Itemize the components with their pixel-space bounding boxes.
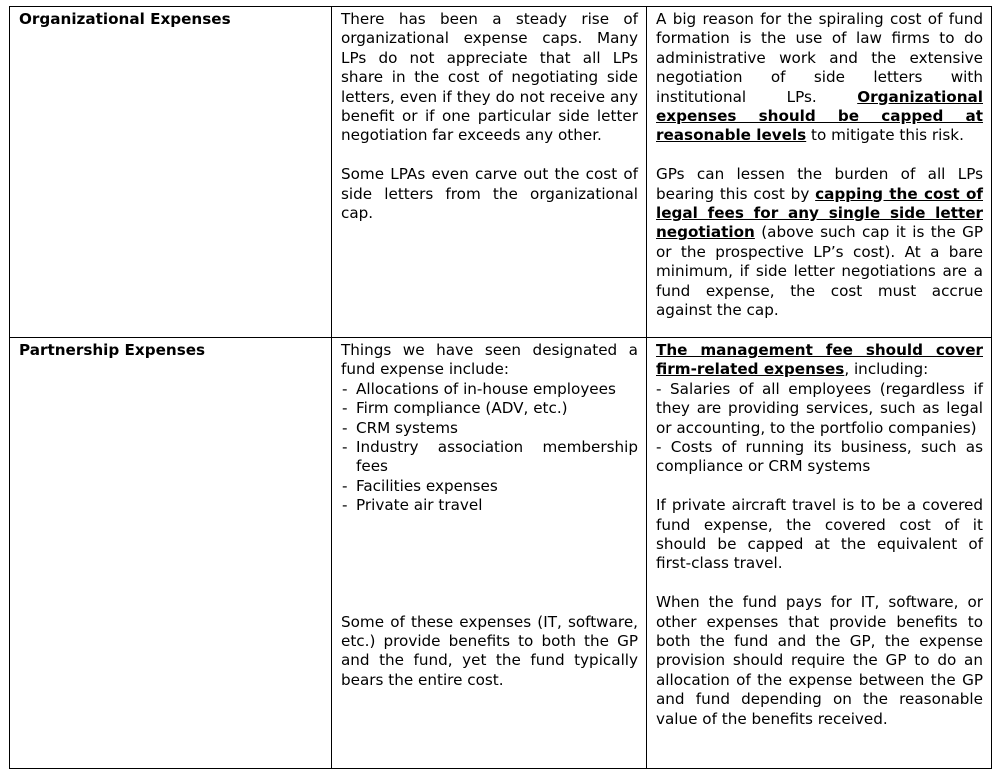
recommendation-paragraph: When the fund pays for IT, software, or other expenses that provide benefits to both the fund and the GP, the expense provision should require the GP to do an allocation of the expense between the GP and fund depending on the reasonable value of the benefits received.	[656, 593, 983, 728]
observation-cell-organizational	[332, 7, 647, 338]
paragraph-text: (above such cap it is the GP or the prospective LP’s cost). At a bare minimum, if side letter negotiations are a fund expense, the cost must accrue against the cap.	[656, 223, 983, 320]
observation-paragraph: Some of these expenses (IT, software, etc.) provide benefits to both the GP and the fund, yet the fund typically bears the entire cost.	[341, 612, 638, 689]
list-item: - Allocations of in-house employees	[341, 380, 638, 399]
recommendation-paragraph	[656, 10, 983, 146]
list-item: - CRM systems	[341, 419, 638, 438]
list-item: - Firm compliance (ADV, etc.)	[341, 399, 638, 418]
paragraph-text: GPs can lessen the burden of all LPs bearing this cost by	[656, 165, 983, 203]
recommendation-paragraph: If private aircraft travel is to be a covered fund expense, the covered cost of it should be capped at the equivalent of first-class travel.	[656, 496, 983, 573]
paragraph-text: , including:	[844, 360, 929, 379]
recommendation-cell-organizational	[647, 7, 992, 338]
observation-cell-partnership	[332, 338, 647, 769]
recommendation-list-item: - Salaries of all employees (regardless if they are providing services, such as legal or accounting, to the portfolio companies)	[656, 379, 983, 437]
list-item: - Private air travel	[341, 496, 638, 515]
recommendation-list-item: - Costs of running its business, such as compliance or CRM systems	[656, 438, 983, 476]
row-label-organizational: Organizational Expenses	[10, 7, 332, 338]
paragraph-text: A big reason for the spiraling cost of fund formation is the use of law firms to do administrative work and the extensive negotiation of side letters with institutional LPs.	[656, 10, 983, 106]
emphasized-recommendation: The management fee should cover firm-related expenses	[656, 341, 983, 379]
table-row-partnership	[10, 338, 992, 769]
recommendation-paragraph	[656, 165, 983, 320]
emphasized-recommendation: Organizational expenses should be capped at reasonable levels	[656, 87, 983, 145]
expense-list	[341, 380, 638, 516]
row-label-partnership: Partnership Expenses	[10, 338, 332, 769]
recommendation-paragraph	[656, 341, 983, 380]
paragraph-text: to mitigate this risk.	[806, 126, 964, 145]
observation-intro: Things we have seen designated a fund expense include:	[341, 341, 638, 379]
list-item: - Industry association membership fees	[341, 438, 638, 477]
observation-paragraph: There has been a steady rise of organizational expense caps. Many LPs do not appreciate that all LPs share in the cost of negotiating side letters, even if they do not receive any benefit or if one particular side letter negotiation far exceeds any other.	[341, 10, 638, 145]
list-item: - Facilities expenses	[341, 477, 638, 496]
expense-table	[9, 6, 992, 769]
recommendation-cell-partnership	[647, 338, 992, 769]
observation-paragraph: Some LPAs even carve out the cost of side letters from the organizational cap.	[341, 165, 638, 223]
table-row-organizational	[10, 7, 992, 338]
emphasized-recommendation: capping the cost of legal fees for any single side letter negotiation	[656, 184, 983, 242]
